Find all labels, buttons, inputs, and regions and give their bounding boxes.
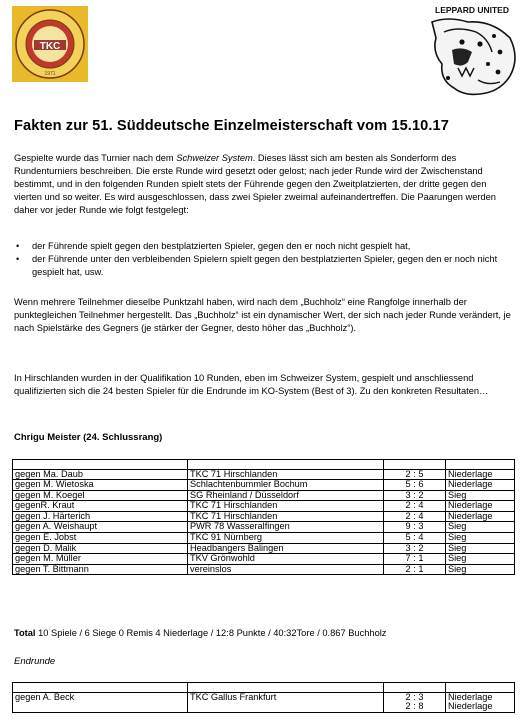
intro-paragraph-2: Wenn mehrere Teilnehmer dieselbe Punktzahl haben, wird nach dem „Buchholz“ eine Rangfolge innerhalb der punktegleichen Teilnehmer hergestellt. Das „Buchholz“ ist ein dynamischer Wert, der sich nach jeder Runde verändert, je nach Spielstärke des Gegners (je stärker der Gegner, desto höher das „Buchholz“). [14, 297, 511, 333]
logo-year-text: 1971 [44, 71, 56, 77]
result-cell: Sieg [446, 490, 515, 501]
table-row [13, 683, 515, 693]
result-cell: Niederlage [446, 501, 515, 512]
table-row [13, 501, 515, 512]
opponent-cell: gegen J. Härterich [13, 511, 188, 522]
score-cell: 2 : 4 [384, 511, 446, 522]
opponent-cell: gegen E. Jobst [13, 533, 188, 544]
result-cell: Sieg [446, 564, 515, 575]
score-cell: 2 : 8 [384, 702, 446, 712]
club-cell: TKV Grönwohld [188, 554, 384, 565]
document-title: Fakten zur 51. Süddeutsche Einzelmeisterschaft vom 15.10.17 [14, 118, 449, 134]
club-cell: TKC 91 Nürnberg [188, 533, 384, 544]
opponent-cell: gegen M. Wietoska [13, 480, 188, 491]
score-cell: 5 : 4 [384, 533, 446, 544]
qualification-results-table [12, 459, 515, 575]
summary-text: 10 Spiele / 6 Siege 0 Remis 4 Niederlage / 12:8 Punkte / 40:32Tore / 0.867 Buchholz [35, 628, 387, 638]
logo-center-text: TKC [39, 41, 61, 52]
total-summary [14, 628, 386, 638]
club-cell: vereinslos [188, 564, 384, 575]
score-cell: 9 : 3 [384, 522, 446, 533]
club-cell: SG Rheinland / Düsseldorf [188, 490, 384, 501]
club-cell: TKC 71 Hirschlanden [188, 469, 384, 480]
table-row [13, 692, 515, 702]
result-cell: Niederlage [446, 511, 515, 522]
score-cell: 2 : 1 [384, 564, 446, 575]
club-cell: TKC Gallus Frankfurt [188, 692, 384, 712]
intro-p1-before: Gespielte wurde das Turnier nach dem [14, 153, 177, 163]
pairing-rule-item: • der Führende unter den verbleibenden Spielern spielt gegen den bestplatzierten Spieler, gegen den er noch nicht gespielt hat, usw. [14, 253, 514, 279]
table-row [13, 490, 515, 501]
club-cell: PWR 78 Wasseralfingen [188, 522, 384, 533]
score-cell: 2 : 3 [384, 692, 446, 702]
summary-label: Total [14, 628, 36, 638]
result-cell: Niederlage [446, 480, 515, 491]
score-cell: 2 : 4 [384, 501, 446, 512]
result-cell: Niederlage [446, 702, 515, 712]
club-cell: TKC 71 Hirschlanden [188, 511, 384, 522]
table-row [13, 543, 515, 554]
intro-paragraph-3: In Hirschlanden wurden in der Qualifikation 10 Runden, eben im Schweizer System, gespielt und anschliessend qualifizierten sich die 24 besten Spieler für die Endrunde im KO-System (Best of 3). Zu den konkreten Resultaten… [14, 373, 489, 396]
tkc-club-logo [12, 6, 88, 82]
result-cell: Sieg [446, 533, 515, 544]
club-cell: Headbangers Balingen [188, 543, 384, 554]
pairing-rule-item: • der Führende spielt gegen den bestplatzierten Spieler, gegen den er noch nicht gespielt hat, [14, 240, 514, 253]
intro-paragraph-1 [14, 152, 514, 217]
table-row [13, 522, 515, 533]
intro-p1-after: . Dieses lässt sich am besten als Sonderform des Rundenturniers beschreiben. Die erste Runde wird gesetzt oder gelost; nach jeder Runde wird der Zwischenstand bestimmt, und in den folgenden Runden spielt stets der Führende gegen den Zweitplatzierten, der dritte gegen den vierten und so weiter. Es wird ausgeschlossen, dass zwei Spieler zweimal aufeinandertreffen. Die Paarungen werden daher vor jeder Runde wie folgt festgelegt: [14, 153, 496, 215]
endrunde-results-table [12, 682, 515, 713]
score-cell: 7 : 1 [384, 554, 446, 565]
logo-right-text: LEPPARD UNITED [435, 5, 509, 15]
opponent-cell: gegen T. Bittmann [13, 564, 188, 575]
opponent-cell: gegen D. Malik [13, 543, 188, 554]
intro-p1-italic: Schweizer System [176, 153, 253, 163]
result-cell: Sieg [446, 554, 515, 565]
table-row [13, 460, 515, 470]
player-heading: Chrigu Meister (24. Schlussrang) [14, 432, 163, 443]
score-cell: 3 : 2 [384, 543, 446, 554]
score-cell: 2 : 5 [384, 469, 446, 480]
result-cell: Niederlage [446, 469, 515, 480]
result-cell: Niederlage [446, 692, 515, 702]
leppard-united-logo [418, 2, 522, 98]
opponent-cell: gegenR. Kraut [13, 501, 188, 512]
opponent-cell: gegen Ma. Daub [13, 469, 188, 480]
table-row [13, 564, 515, 575]
score-cell: 3 : 2 [384, 490, 446, 501]
club-cell: Schlachtenbummler Bochum [188, 480, 384, 491]
result-cell: Sieg [446, 543, 515, 554]
table-row [13, 554, 515, 565]
endrunde-heading: Endrunde [14, 656, 56, 667]
score-cell: 5 : 6 [384, 480, 446, 491]
table-row [13, 533, 515, 544]
table-row [13, 480, 515, 491]
club-cell: TKC 71 Hirschlanden [188, 501, 384, 512]
pairing-rules-list [14, 240, 514, 279]
opponent-cell: gegen M. Müller [13, 554, 188, 565]
opponent-cell: gegen M. Koegel [13, 490, 188, 501]
opponent-cell: gegen A. Beck [13, 692, 188, 712]
table-row [13, 469, 515, 480]
result-cell: Sieg [446, 522, 515, 533]
opponent-cell: gegen A. Weishaupt [13, 522, 188, 533]
table-row [13, 511, 515, 522]
